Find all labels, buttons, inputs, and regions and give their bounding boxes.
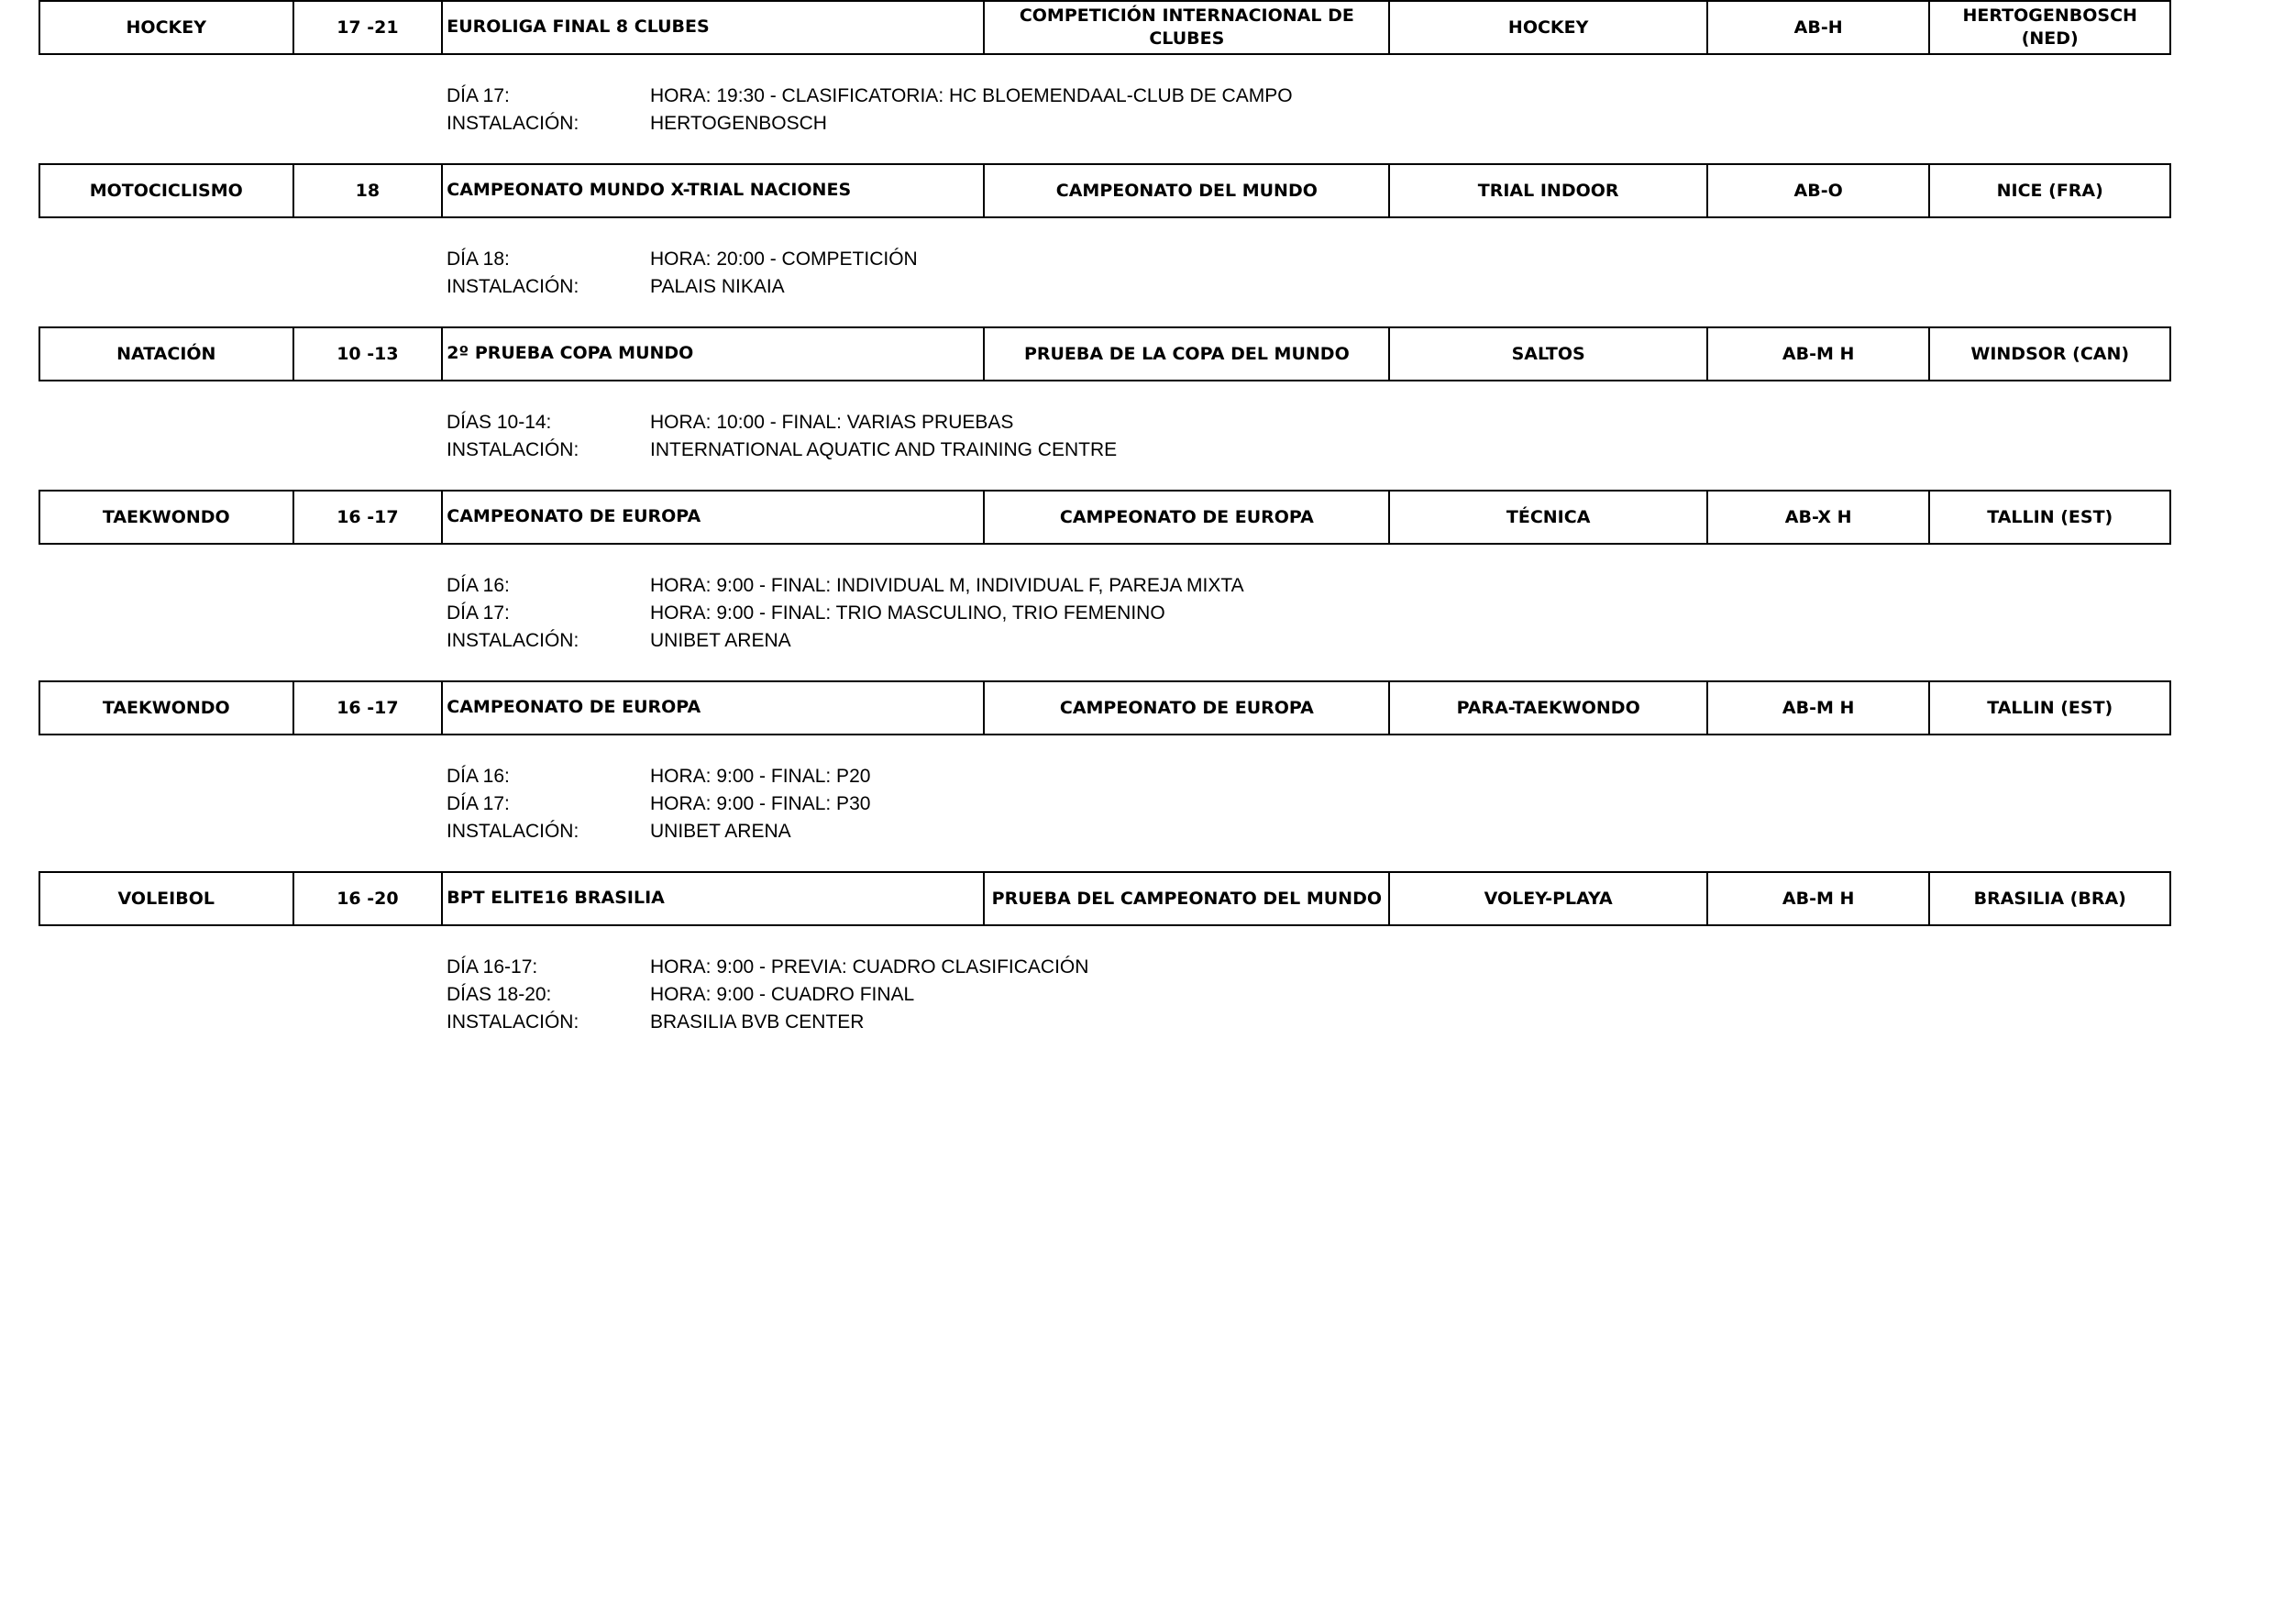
detail-line <box>447 1009 1088 1036</box>
detail-line <box>447 818 870 845</box>
detail-value: HORA: 9:00 - FINAL: TRIO MASCULINO, TRIO FEMENINO <box>650 602 1165 624</box>
place-cell: TALLIN (EST) <box>1987 506 2113 527</box>
event-row <box>39 871 2171 926</box>
discipline-cell: TÉCNICA <box>1390 492 1707 543</box>
dates-cell: 18 <box>294 165 444 216</box>
place-cell: TALLIN (EST) <box>1987 697 2113 718</box>
detail-value: UNIBET ARENA <box>650 821 791 842</box>
detail-value: HORA: 19:30 - CLASIFICATORIA: HC BLOEMENDAAL-CLUB DE CAMPO <box>650 85 1293 106</box>
detail-line <box>447 409 1117 436</box>
category-cell: AB-H <box>1708 2 1931 53</box>
detail-line <box>447 83 1293 110</box>
dates-cell: 16 -17 <box>294 492 444 543</box>
detail-label: INSTALACIÓN: <box>447 439 579 460</box>
competition-cell: PRUEBA DE LA COPA DEL MUNDO <box>985 328 1390 380</box>
discipline-cell: HOCKEY <box>1390 2 1707 53</box>
detail-line <box>447 572 1244 600</box>
sport-cell: HOCKEY <box>40 2 294 53</box>
detail-line <box>447 110 1293 138</box>
event-name-cell: 2º PRUEBA COPA MUNDO <box>443 328 985 380</box>
detail-line <box>447 246 918 273</box>
event-details <box>447 763 870 845</box>
dates-cell: 17 -21 <box>294 2 444 53</box>
sport-cell: MOTOCICLISMO <box>40 165 294 216</box>
category-cell: AB-O <box>1708 165 1931 216</box>
event-name-cell: CAMPEONATO MUNDO X-TRIAL NACIONES <box>443 165 985 216</box>
category-cell: AB-M H <box>1708 873 1931 924</box>
event-row <box>39 490 2171 545</box>
detail-label: DÍA 17: <box>447 85 510 106</box>
detail-value: PALAIS NIKAIA <box>650 276 785 297</box>
discipline-cell: SALTOS <box>1390 328 1707 380</box>
event-name-cell: EUROLIGA FINAL 8 CLUBES <box>443 2 985 53</box>
detail-label: DÍA 17: <box>447 793 510 814</box>
detail-label: INSTALACIÓN: <box>447 630 579 651</box>
detail-value: HORA: 20:00 - COMPETICIÓN <box>650 249 918 270</box>
place-cell: WINDSOR (CAN) <box>1970 343 2130 364</box>
dates-cell: 16 -17 <box>294 682 444 734</box>
competition-cell: PRUEBA DEL CAMPEONATO DEL MUNDO <box>985 873 1390 924</box>
event-row <box>39 680 2171 735</box>
detail-value: HORA: 9:00 - CUADRO FINAL <box>650 984 915 1005</box>
competition-cell: CAMPEONATO DEL MUNDO <box>985 165 1390 216</box>
place-cell: HERTOGENBOSCH (NED) <box>1962 6 2137 49</box>
detail-label: DÍA 16-17: <box>447 956 538 978</box>
competition-cell: CAMPEONATO DE EUROPA <box>985 492 1390 543</box>
detail-label: DÍA 16: <box>447 766 510 787</box>
detail-line <box>447 273 918 301</box>
detail-value: HERTOGENBOSCH <box>650 113 827 134</box>
detail-line <box>447 600 1244 627</box>
event-name-cell: BPT ELITE16 BRASILIA <box>443 873 985 924</box>
detail-line <box>447 954 1088 981</box>
detail-value: HORA: 9:00 - FINAL: P20 <box>650 766 871 787</box>
event-details <box>447 572 1244 655</box>
detail-value: INTERNATIONAL AQUATIC AND TRAINING CENTRE <box>650 439 1118 460</box>
discipline-cell: TRIAL INDOOR <box>1390 165 1707 216</box>
sport-cell: TAEKWONDO <box>40 492 294 543</box>
dates-cell: 10 -13 <box>294 328 444 380</box>
place-cell: NICE (FRA) <box>1996 180 2103 201</box>
detail-value: BRASILIA BVB CENTER <box>650 1011 865 1033</box>
category-cell: AB-M H <box>1708 328 1931 380</box>
event-details <box>447 246 918 301</box>
detail-value: HORA: 10:00 - FINAL: VARIAS PRUEBAS <box>650 412 1014 433</box>
competition-cell: CAMPEONATO DE EUROPA <box>985 682 1390 734</box>
event-row <box>39 326 2171 381</box>
detail-value: HORA: 9:00 - FINAL: P30 <box>650 793 871 814</box>
event-row <box>39 163 2171 218</box>
event-details <box>447 409 1117 464</box>
event-name-cell: CAMPEONATO DE EUROPA <box>443 682 985 734</box>
place-cell: BRASILIA (BRA) <box>1973 888 2126 909</box>
event-details <box>447 83 1293 138</box>
dates-cell: 16 -20 <box>294 873 444 924</box>
detail-line <box>447 436 1117 464</box>
detail-label: INSTALACIÓN: <box>447 113 579 134</box>
event-name-cell: CAMPEONATO DE EUROPA <box>443 492 985 543</box>
competition-cell: COMPETICIÓN INTERNACIONAL DE CLUBES <box>985 2 1390 53</box>
event-row <box>39 0 2171 55</box>
detail-line <box>447 763 870 790</box>
detail-label: DÍAS 18-20: <box>447 984 552 1005</box>
detail-value: HORA: 9:00 - PREVIA: CUADRO CLASIFICACIÓN <box>650 956 1089 978</box>
detail-label: DÍA 17: <box>447 602 510 624</box>
detail-label: DÍA 18: <box>447 249 510 270</box>
sport-cell: TAEKWONDO <box>40 682 294 734</box>
detail-label: INSTALACIÓN: <box>447 821 579 842</box>
discipline-cell: PARA-TAEKWONDO <box>1390 682 1707 734</box>
category-cell: AB-X H <box>1708 492 1931 543</box>
discipline-cell: VOLEY-PLAYA <box>1390 873 1707 924</box>
detail-label: INSTALACIÓN: <box>447 1011 579 1033</box>
detail-value: UNIBET ARENA <box>650 630 791 651</box>
category-cell: AB-M H <box>1708 682 1931 734</box>
detail-line <box>447 627 1244 655</box>
detail-label: DÍAS 10-14: <box>447 412 552 433</box>
sport-cell: VOLEIBOL <box>40 873 294 924</box>
detail-line <box>447 981 1088 1009</box>
event-details <box>447 954 1088 1036</box>
sport-cell: NATACIÓN <box>40 328 294 380</box>
detail-value: HORA: 9:00 - FINAL: INDIVIDUAL M, INDIVIDUAL F, PAREJA MIXTA <box>650 575 1244 596</box>
detail-label: DÍA 16: <box>447 575 510 596</box>
detail-label: INSTALACIÓN: <box>447 276 579 297</box>
detail-line <box>447 790 870 818</box>
